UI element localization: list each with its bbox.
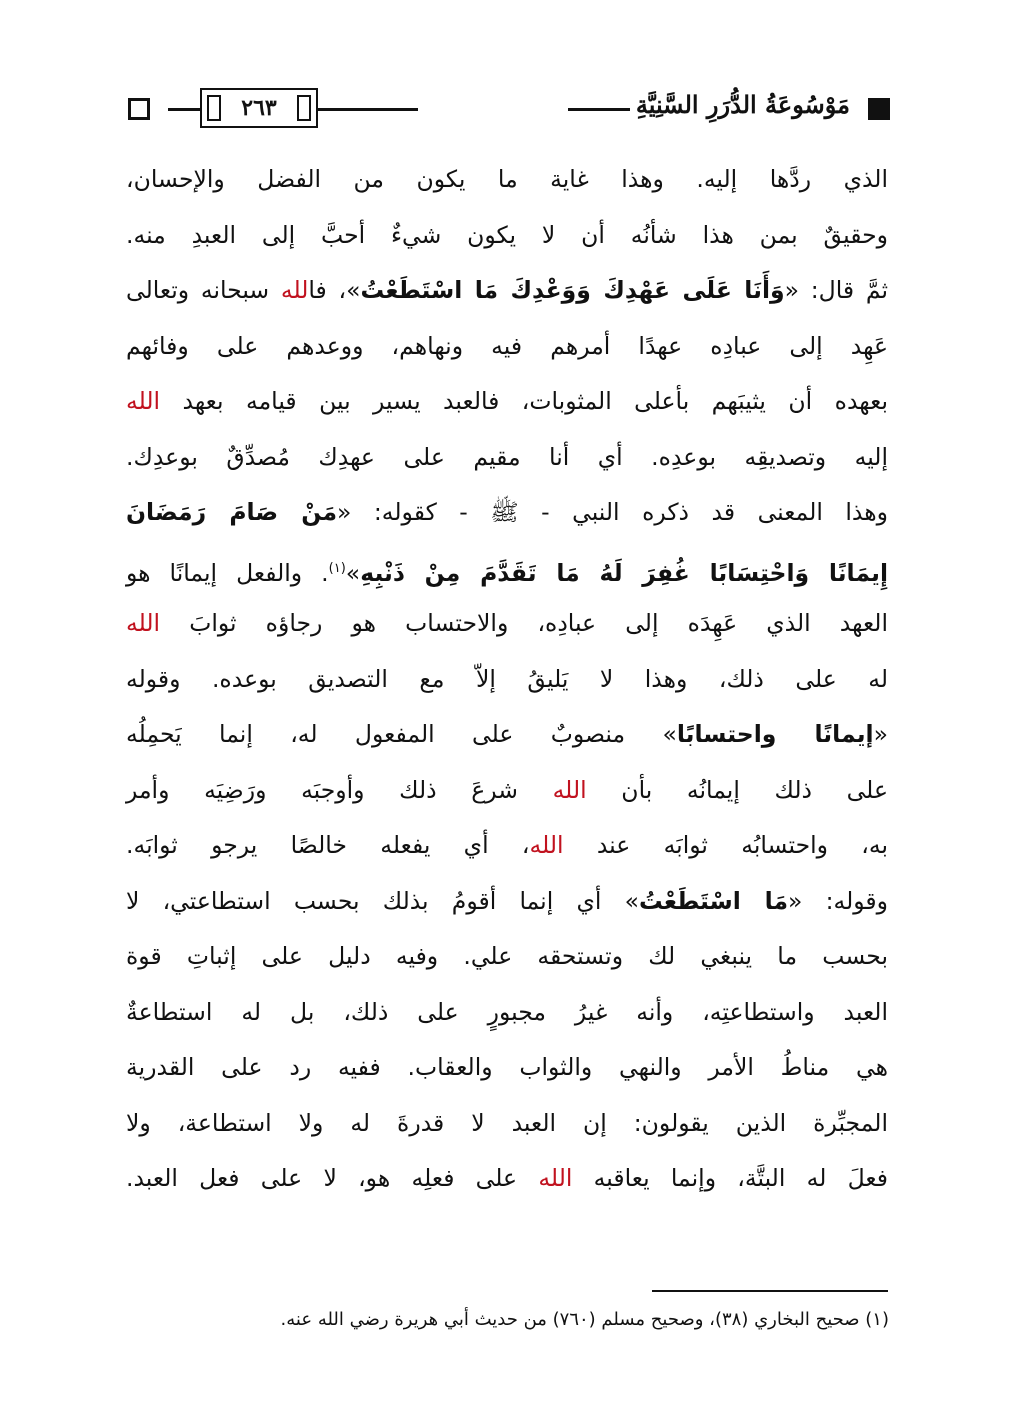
text-span: العبد واستطاعتِه، وأنه غيرُ مجبورٍ على ذلك، بل له استطاعةٌ [126,997,888,1026]
text-line [126,1040,888,1096]
text-span: وقوله: « [788,886,889,915]
text-span: سبحانه وتعالى [126,276,281,304]
quoted-text: مَنْ صَامَ رَمَضَانَ [126,498,337,526]
text-span: الذي ردَّها إليه. وهذا غاية ما يكون من الفضل والإحسان، [126,165,888,193]
footnote-marker: (١) [328,560,346,576]
quoted-text: إيمانًا واحتسابًا [676,720,874,748]
text-span: فعلَ له البتَّة، وإنما يعاقبه [572,1164,888,1192]
footnote-separator [652,1290,888,1292]
text-span: »، فا [308,276,361,304]
text-span: إليه وتصديقِه بوعدِه. أي أنا مقيم على عهدِك مُصدِّقٌ بوعدِك. [126,442,888,471]
quoted-text: إِيمَانًا وَاحْتِسَابًا غُفِرَ لَهُ مَا تَقَدَّمَ مِنْ ذَنْبِهِ [360,558,888,587]
text-span: ثمَّ قال: « [784,276,889,304]
series-title: مَوْسُوعَةُ الدُّرَرِ السَّنِيَّةِ [630,90,856,119]
text-line [126,374,888,430]
text-span: له على ذلك، وهذا لا يَليقُ إلاّ مع التصديق بوعده. وقوله [126,664,888,693]
divine-name: الله [126,387,161,415]
text-line [126,874,888,930]
text-span: بحسب ما ينبغي لك وتستحقه علي. وفيه دليل على إثباتِ قوة [126,942,888,970]
text-line [126,818,888,874]
text-span: هي مناطُ الأمر والنهي والثواب والعقاب. ففيه رد على القدرية [126,1053,888,1081]
text-line [126,430,888,486]
text-span: » منصوبٌ على المفعول له، إنما يَحمِلُه [126,720,677,748]
divine-name: الله [529,831,564,859]
text-span: وهذا المعنى قد ذكره النبي - ﷺ - كقوله: « [337,498,888,526]
text-span: ، أي يفعله خالصًا يرجو ثوابَه. [126,831,530,859]
text-line [126,596,888,652]
body-text [126,152,888,1207]
page-number: ٢٦٣ [241,95,277,121]
text-line [126,541,888,597]
text-span: عَهِد إلى عبادِه عهدًا أمرهم فيه ونهاهم، ووعدهم على وفائهم [126,331,888,360]
text-line [126,707,888,763]
divine-name: لله [280,276,309,304]
page-header [128,88,890,134]
text-line [126,763,888,819]
divine-name: الله [538,1164,573,1192]
text-line [126,1096,888,1152]
text-line [126,485,888,541]
footnote: (١) صحيح البخاري (٣٨)، وصحيح مسلم (٧٦٠) من حديث أبي هريرة رضي الله عنه. [280,1309,889,1330]
text-span: بعهده أن يثيبَهم بأعلى المثوبات، فالعبد يسير بين قيامه بعهد [160,387,888,415]
text-line [126,1151,888,1207]
divine-name: الله [126,609,161,637]
text-span: المجبِّرة الذين يقولون: إن العبد لا قدرةَ له ولا استطاعة، ولا [126,1108,888,1137]
text-line [126,208,888,264]
text-line [126,152,888,208]
text-span: على ذلك إيمانُه بأن [586,775,888,804]
text-span: » أي إنما أقومُ بذلك بحسب استطاعتي، لا [126,886,639,915]
quoted-text: مَا اسْتَطَعْتُ [638,886,789,915]
text-span: العهد الذي عَهِدَه إلى عبادِه، والاحتساب هو رجاؤه ثوابَ [160,609,888,637]
text-line [126,319,888,375]
text-line [126,929,888,985]
text-span: « [873,720,888,748]
text-line [126,652,888,708]
page-number-frame [200,88,318,128]
text-span: » [345,558,361,587]
text-span: على فعلِه هو، لا على فعل العبد. [126,1164,539,1192]
divine-name: الله [552,775,587,804]
text-span: وحقيقٌ بمن هذا شأنُه أن لا يكون شيءٌ أحبَّ إلى العبدِ منه. [126,220,888,249]
text-line [126,985,888,1041]
header-ornament-left [128,98,150,120]
text-span: به، واحتسابُه ثوابَه عند [563,831,888,859]
header-ornament-right [868,98,890,120]
text-span: شرعَ ذلك وأوجبَه ورَضِيَه وأمر [126,775,553,804]
text-line [126,263,888,319]
quoted-text: وَأَنَا عَلَى عَهْدِكَ وَوَعْدِكَ مَا اسْتَطَعْتُ [360,276,785,304]
text-span: . والفعل إيمانًا هو [126,558,329,587]
